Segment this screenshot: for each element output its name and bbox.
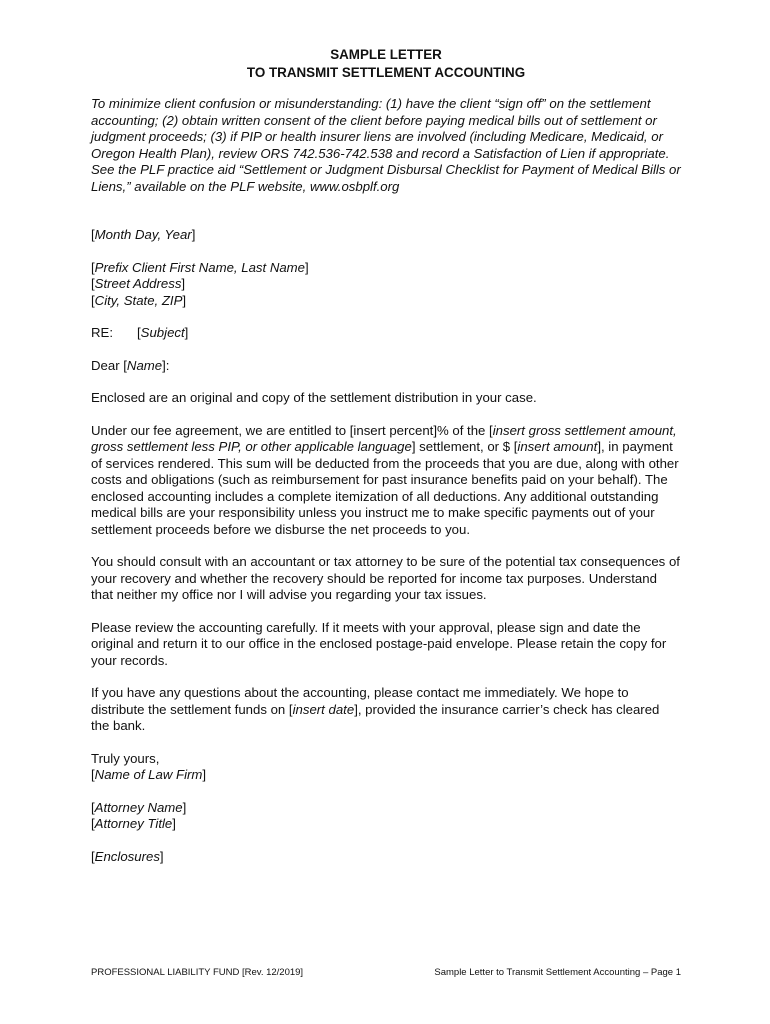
paragraph-review: Please review the accounting carefully. If it meets with your approval, please sign and date the original and return it to our office in the enclosed postage-paid envelope. Please retain the copy for your records. [91,619,667,668]
paragraph-tax: You should consult with an accountant or tax attorney to be sure of the potential tax consequences of your recovery and whether the recovery should be reported for income tax purposes. Understand that neither my office nor I will advise you regarding your tax issues. [91,554,680,602]
para2-a: Under our fee agreement, we are entitled to [insert percent]% of the [ [91,422,493,438]
valediction: Truly yours, [91,750,160,766]
attorney-name: Attorney Name [94,799,183,815]
footer-left: PROFESSIONAL LIABILITY FUND [Rev. 12/2019] [91,967,304,978]
footer-right: Sample Letter to Transmit Settlement Accounting – Page 1 [434,967,681,978]
address-street: Street Address [94,276,182,291]
para5-c: ], provided the insurance carrier’s check has cleared the bank. [91,701,660,733]
para2-e: ], in payment of services rendered. This sum will be deducted from the proceeds that you are due, along with other costs and obligations (such as reimbursement for past insurance benefits paid on your behalf). The enclosed accounting includes a complete itemization of all deductions. Any additional outstanding medical bills are your responsibility unless you instruct me to make specific payments out of your settlement proceeds before we disburse the net proceeds to you. [91,439,679,537]
address-name-line: [Prefix Client First Name, Last Name] [91,259,309,275]
title-line-1: SAMPLE LETTER [330,47,442,62]
address-block [91,260,681,310]
page-footer [91,967,681,978]
para5-b: insert date [292,701,355,717]
address-city-line: [City, State, ZIP] [91,292,187,308]
letter-page [91,46,681,865]
re-subject: Subject [140,325,185,340]
para2-b: insert gross settlement amount, gross settlement less PIP, or other applicable language [91,422,677,454]
salutation [91,358,681,375]
re-label: RE: [91,325,113,340]
address-street-line: [Street Address] [91,276,186,291]
title-line-2: TO TRANSMIT SETTLEMENT ACCOUNTING [246,65,526,80]
intro-instructions: To minimize client confusion or misunderstanding: (1) have the client “sign off” on the settlement accounting; (2) obtain written consent of the client before paying medical bills out of settlement or judgment proceeds; (3) if PIP or health insurer liens are involved (including Medicare, Medicaid, or Oregon Health Plan), review ORS 742.536-742.538 and record a Satisfaction of Lien if appropriate. See the PLF practice aid “Settlement or Judgment Disbursal Checklist for Payment of Medical Bills or Liens,” available on the PLF website, www.osbplf.org [91,96,681,194]
paragraph-fee-agreement [91,423,681,539]
salutation-name: Name [126,357,163,373]
date-line: [Month Day, Year] [91,227,196,242]
paragraph-enclosed: Enclosed are an original and copy of the settlement distribution in your case. [91,390,537,405]
attorney-title-line: [Attorney Title] [91,816,176,831]
para2-c: ] settlement, or $ [ [411,439,518,454]
signature-block [91,800,681,833]
attorney-name-line: [Attorney Name] [91,799,187,815]
enclosures: Enclosures [94,848,160,864]
firm-line: [Name of Law Firm] [91,767,207,782]
para2-d: insert amount [517,439,598,454]
re-line: RE: [Subject] [91,325,189,340]
date-placeholder: Month Day, Year [94,227,192,242]
paragraph-questions [91,685,681,735]
address-city: City, State, ZIP [94,292,183,308]
closing-block [91,751,681,784]
address-name: Prefix Client First Name, Last Name [94,259,305,275]
salutation-suffix: ]: [162,357,170,373]
firm-name: Name of Law Firm [94,767,203,782]
attorney-title: Attorney Title [94,816,173,831]
enclosures-line: [Enclosures] [91,848,164,864]
para5-a: If you have any questions about the accounting, please contact me immediately. We hope to distribute the settlement funds on [ [91,685,629,717]
salutation-prefix: Dear [ [91,357,127,373]
